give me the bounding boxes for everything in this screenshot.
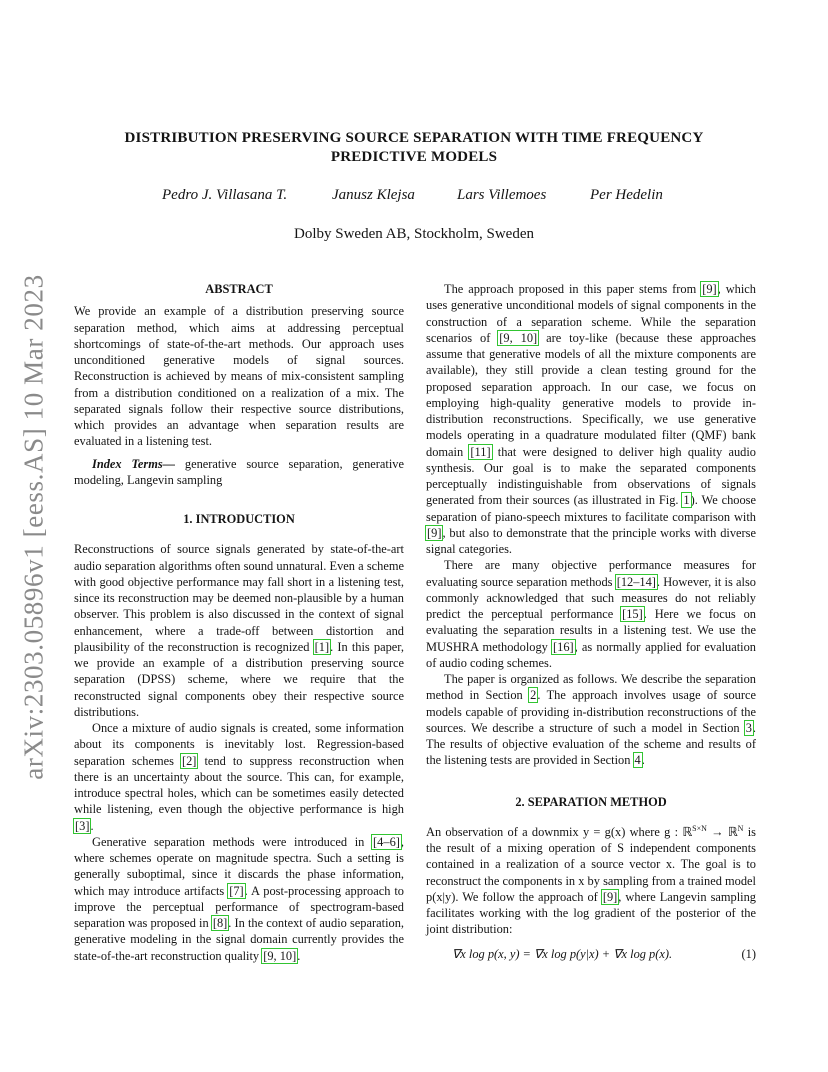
separation-heading: 2. SEPARATION METHOD (515, 794, 667, 809)
citation-link[interactable]: [9] (702, 282, 717, 296)
equation-body: ∇x log p(x, y) = ∇x log p(y|x) + ∇x log p(x). (452, 946, 673, 961)
citation-link[interactable]: [9] (427, 525, 442, 540)
citation-link[interactable]: [2] (181, 753, 197, 768)
citation-link[interactable]: [16] (553, 639, 574, 654)
right-paragraph-2: There are many objective performance measures for evaluating source separation methods [12–14]. However, it is also commonly acknowledged that such measures do not reliably predict the perceptual performance [15]. Here we focus on evaluating the separation results in a listening test. We use the MUSHRA methodology [16], as normally applied for evaluation of audio coding schemes. (426, 558, 757, 670)
index-terms-label: Index Terms— (92, 456, 176, 471)
citation-link[interactable]: [12–14] (616, 574, 656, 589)
intro-paragraph-2: Once a mixture of audio signals is created, some information about its components is inevitably lost. Regression-based separation schemes [2] tend to suppress reconstruction when there is an uncertainty about the source. This can, for example, introduce spectral holes, which can be sometimes easily detected while listening, even though the objective performance is high [3]. (74, 721, 404, 833)
intro-paragraph-3: Generative separation methods were introduced in [4–6], where schemes operate on magnitude spectra. Such a setting is generally suboptimal, since it discards the phase information, which may introduce artifacts [7]. A post-processing approach to improve the perceptual performance of spectrogram-based separation was proposed in [8]. In the context of audio separation, generative modeling in the signal domain currently provides the state-of-the-art reconstruction quality [9, 10]. (74, 834, 405, 963)
citation-link[interactable]: [11] (470, 444, 491, 459)
citation-link[interactable]: [8] (212, 916, 228, 930)
citation-link[interactable]: [15] (622, 607, 643, 621)
author: Janusz Klejsa (332, 187, 415, 203)
intro-heading: 1. INTRODUCTION (183, 512, 295, 526)
section-link[interactable]: 3 (745, 720, 752, 735)
author: Lars Villemoes (457, 187, 547, 203)
figure-link[interactable]: 1 (683, 493, 690, 508)
section-link[interactable]: 2 (530, 688, 537, 703)
citation-link[interactable]: [9, 10] (499, 330, 538, 345)
citation-link[interactable]: [4–6] (373, 834, 400, 849)
citation-link[interactable]: [7] (229, 883, 244, 898)
author: Pedro J. Villasana T. (162, 187, 288, 203)
author-list (100, 187, 728, 207)
citation-link[interactable]: [9, 10] (263, 948, 297, 963)
paper-title: DISTRIBUTION PRESERVING SOURCE SEPARATION WITH TIME FREQUENCY PREDICTIVE MODELS (124, 130, 704, 165)
index-terms (74, 456, 404, 489)
citation-link[interactable]: [3] (75, 818, 90, 833)
arxiv-sidebar (14, 272, 54, 782)
arxiv-id: arXiv:2303.05896v1 [eess.AS] 10 Mar 2023 (18, 274, 49, 780)
separation-paragraph: An observation of a downmix y = g(x) where g : ℝ$^{S\times N}$ → ℝ$^N$ is the result of a mixing operation of S independent components contained in a realization of a source vector x. The goal is to reconstruct the components in x by sampling from a trained model p(x|y). We follow the approach of [9], where Langevin sampling facilitates working with the log gradient of the posterior of the joint distribution: (426, 823, 756, 937)
citation-link[interactable]: [1] (314, 639, 330, 654)
equation-1 (426, 944, 756, 964)
author: Per Hedelin (590, 187, 663, 203)
right-paragraph-1: The approach proposed in this paper stems from [9], which uses generative unconditional models of signal components in the construction of a separation scheme. While the separation scenarios of [9, 10] are toy-like (because these approaches assume that generative models of all the mixture components are available), they still provide a clean testing ground for the proposed separation approach. In our case, we focus on employing high-quality generative models to provide in-distribution reconstructions. Specifically, we use generative models operating in a quadrature modulated filter (QMF) bank domain [11] that were designed to deliver high quality audio synthesis. Our goal is to make the separated components perceptually indistinguishable from observations of signals generated from their sources (as illustrated in Fig. 1). We choose separation of piano-speech mixtures to facilitate comparison with [9], but also to demonstrate that the principle works with diverse signal categories. (426, 282, 756, 556)
affiliation: Dolby Sweden AB, Stockholm, Sweden (294, 226, 534, 242)
abstract-text: We provide an example of a distribution preserving source separation method, which aims at addressing perceptual shortcomings of state-of-the-art methods. Our approach uses unconditioned generative models of signal sources. Reconstruction is achieved by means of mix-consistent sampling from a distribution conditioned on a realization of a mix. The separated signals follow their respective source distributions, which provides an advantage when separation results are evaluated in a listening test. (74, 304, 404, 449)
abstract-heading: ABSTRACT (205, 282, 273, 296)
index-terms-text: generative source separation, generative modeling, Langevin sampling (74, 456, 404, 487)
citation-link[interactable]: [9] (602, 889, 618, 904)
intro-paragraph-1: Reconstructions of source signals generated by state-of-the-art audio separation algorithms often sound unnatural. Even a scheme with good objective performance may fall short in a listening test, since its reconstruction may be deemed non-plausible by a human observer. This problem is also discussed in the context of signal enhancement, where a trade-off between distortion and plausibility of the reconstruction is recognized [1]. In this paper, we provide an example of a distribution preserving source separation (DPSS) scheme, where we require that the reconstructed signal components obey their respective source distributions. (74, 542, 404, 719)
right-column (426, 281, 756, 964)
left-column (74, 281, 404, 964)
section-link[interactable]: 4 (634, 753, 641, 768)
equation-number: (1) (741, 946, 756, 961)
right-paragraph-3: The paper is organized as follows. We describe the separation method in Section 2. The approach involves usage of source models capable of providing in-distribution reconstructions of the sources. We describe a structure of such a model in Section 3. The results of objective evaluation of the scheme and results of the listening tests are provided in Section 4. (426, 672, 756, 768)
